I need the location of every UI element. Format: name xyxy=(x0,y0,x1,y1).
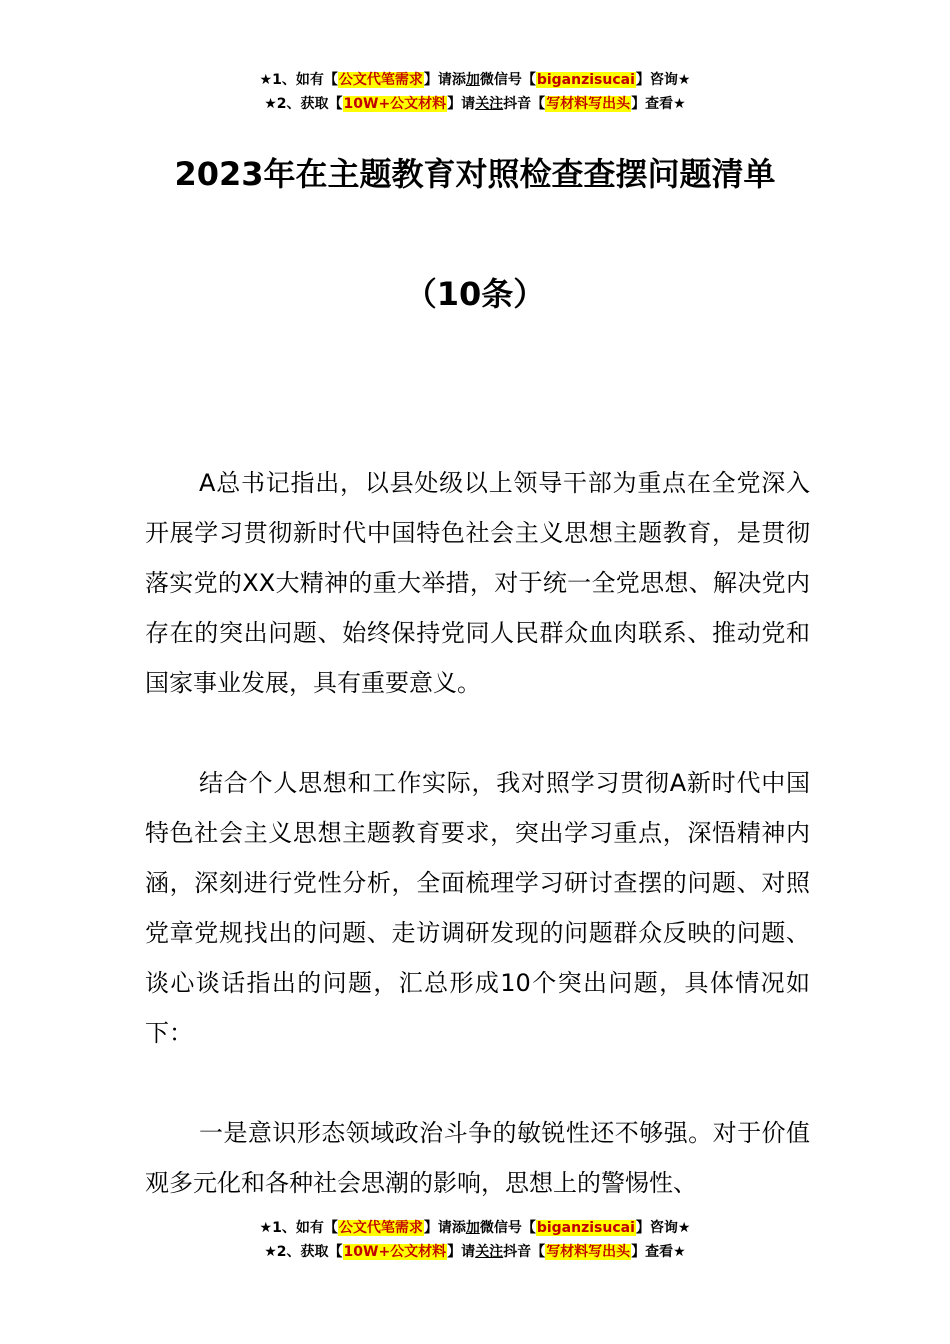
header-banner xyxy=(0,68,950,116)
banner-line-1 xyxy=(0,1216,950,1240)
banner-underline: 关注 xyxy=(475,96,504,112)
document-subtitle: （10条） xyxy=(404,275,546,313)
paragraph-intro: A总书记指出，以县处级以上领导干部为重点在全党深入开展学习贯彻新时代中国特色社会主义思想主题教育，是贯彻落实党的XX大精神的重大举措，对于统一全党思想、解决党内存在的突出问题、始终保持党同人民群众血肉联系、推动党和国家事业发展，具有重要意义。 xyxy=(145,469,810,697)
highlight-wechat-id: biganzisucai xyxy=(536,72,635,88)
banner-text: 抖音【 xyxy=(503,1244,546,1260)
banner-text: 】请 xyxy=(447,96,476,112)
paragraph-issue-1: 一是意识形态领域政治斗争的敏锐性还不够强。对于价值观多元化和各种社会思潮的影响，思想上的警惕性、 xyxy=(145,1119,810,1197)
banner-underline: 加 xyxy=(465,1220,480,1236)
banner-text: 抖音【 xyxy=(503,96,546,112)
banner-line-2 xyxy=(0,1240,950,1264)
banner-underline: 加 xyxy=(465,72,480,88)
banner-line-2 xyxy=(0,92,950,116)
banner-text: 】咨询★ xyxy=(635,72,691,88)
banner-text: ★1、如有【 xyxy=(259,72,338,88)
highlight-materials: 10W+公文材料 xyxy=(343,96,447,112)
banner-line-1 xyxy=(0,68,950,92)
highlight-materials: 10W+公文材料 xyxy=(343,1244,447,1260)
banner-text: 】请 xyxy=(447,1244,476,1260)
document-title: 2023年在主题教育对照检查查摆问题清单 xyxy=(174,155,776,193)
highlight-douyin: 写材料写出头 xyxy=(546,96,631,112)
paragraph-summary: 结合个人思想和工作实际，我对照学习贯彻A新时代中国特色社会主义思想主题教育要求，突出学习重点，深悟精神内涵，深刻进行党性分析，全面梳理学习研讨查摆的问题、对照党章党规找出的问题、走访调研发现的问题群众反映的问题、谈心谈话指出的问题，汇总形成10个突出问题，具体情况如下： xyxy=(145,769,810,1047)
banner-text: 】请添 xyxy=(423,72,466,88)
document-body xyxy=(145,458,810,1258)
banner-text: 】查看★ xyxy=(631,1244,686,1260)
highlight-douyin: 写材料写出头 xyxy=(546,1244,631,1260)
banner-text: ★2、获取【 xyxy=(264,96,343,112)
banner-text: 】请添 xyxy=(423,1220,466,1236)
highlight-wechat-id: biganzisucai xyxy=(536,1220,635,1236)
footer-banner xyxy=(0,1216,950,1264)
banner-text: ★2、获取【 xyxy=(264,1244,343,1260)
banner-underline: 关注 xyxy=(475,1244,504,1260)
banner-text: 微信号【 xyxy=(479,72,536,88)
banner-text: 微信号【 xyxy=(479,1220,536,1236)
banner-text: ★1、如有【 xyxy=(259,1220,338,1236)
highlight-service: 公文代笔需求 xyxy=(338,72,423,88)
banner-text: 】咨询★ xyxy=(635,1220,691,1236)
banner-text: 】查看★ xyxy=(631,96,686,112)
highlight-service: 公文代笔需求 xyxy=(338,1220,423,1236)
